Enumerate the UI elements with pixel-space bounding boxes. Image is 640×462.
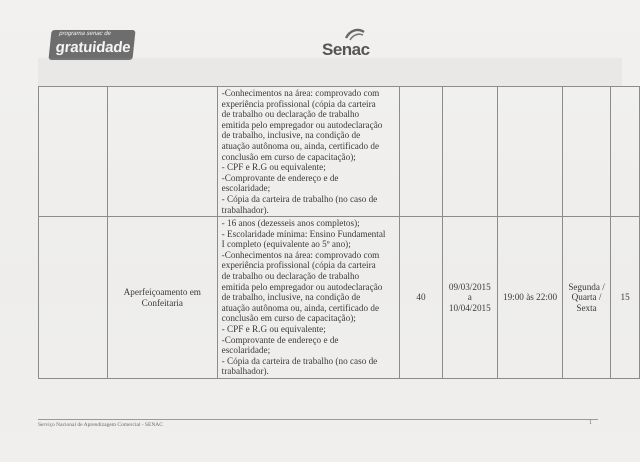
period-cell bbox=[442, 87, 498, 217]
empty-cell bbox=[39, 87, 108, 217]
bleed-through-header bbox=[38, 58, 622, 86]
requirement-line: - Escolaridade mínima: Ensino Fundamental bbox=[221, 228, 386, 239]
requirement-line: experiência profissional (cópia da carteira bbox=[221, 98, 376, 109]
footer-divider bbox=[38, 419, 598, 420]
vacancies-cell: 40 bbox=[400, 217, 442, 379]
days-cell bbox=[562, 217, 610, 379]
requirement-line: trabalhador). bbox=[221, 366, 269, 377]
requirement-line: - Cópia da carteira de trabalho (no caso de bbox=[221, 193, 378, 204]
requirement-line: de trabalho ou declaração de trabalho bbox=[221, 109, 360, 120]
requirements-cell bbox=[217, 87, 400, 217]
period-separator: a bbox=[467, 292, 472, 303]
requirement-line: escolaridade; bbox=[221, 183, 271, 194]
requirement-line: - 16 anos (dezesseis anos completos); bbox=[221, 218, 360, 228]
days-line: Sexta bbox=[576, 302, 597, 313]
empty-cell bbox=[39, 217, 108, 379]
requirements-cell bbox=[217, 217, 400, 379]
days-line: Quarta / bbox=[571, 292, 602, 303]
period-end: 10/04/2015 bbox=[448, 302, 491, 313]
requirement-line: trabalhador). bbox=[221, 204, 269, 215]
requirement-line: atuação autônoma ou, ainda, certificado de bbox=[221, 302, 380, 313]
vacancies-cell bbox=[400, 87, 442, 217]
course-cell: Aperfeiçoamento em Confeitaria bbox=[107, 217, 217, 379]
course-cell bbox=[107, 87, 217, 217]
requirement-line: escolaridade; bbox=[221, 345, 271, 356]
days-cell bbox=[562, 87, 610, 217]
program-title: gratuidade bbox=[54, 39, 132, 56]
workload-cell bbox=[611, 87, 640, 217]
days-line: Segunda / bbox=[568, 281, 605, 292]
requirement-line: -Comprovante de endereço e de bbox=[221, 334, 339, 345]
requirement-line: -Comprovante de endereço e de bbox=[221, 172, 339, 183]
time-cell: 19:00 às 22:00 bbox=[498, 217, 563, 379]
senac-wordmark: Senac bbox=[322, 40, 370, 59]
requirement-line: de trabalho, inclusive, na condição de bbox=[221, 130, 361, 141]
workload-cell: 15 bbox=[611, 217, 640, 379]
requirement-line: conclusão em curso de capacitação); bbox=[221, 313, 356, 324]
requirement-line: conclusão em curso de capacitação); bbox=[221, 151, 356, 162]
program-label: programa senac de bbox=[58, 31, 112, 37]
requirement-line: - Cópia da carteira de trabalho (no caso de bbox=[221, 355, 378, 366]
table-row bbox=[39, 87, 640, 217]
requirement-line: -Conhecimentos na área: comprovado com bbox=[221, 249, 380, 260]
requirement-line: de trabalho ou declaração de trabalho bbox=[221, 270, 360, 281]
requirement-line: emitida pelo empregador ou autodeclaração bbox=[221, 119, 383, 130]
course-table bbox=[38, 86, 640, 379]
page-number: 1 bbox=[589, 420, 592, 426]
requirement-line: atuação autônoma ou, ainda, certificado de bbox=[221, 140, 380, 151]
gratuidade-program-logo bbox=[48, 30, 135, 60]
requirement-line: I completo (equivalente ao 5º ano); bbox=[221, 239, 351, 250]
period-cell bbox=[442, 217, 498, 379]
requirement-line: de trabalho, inclusive, na condição de bbox=[221, 292, 361, 303]
requirement-line: experiência profissional (cópia da carteira bbox=[221, 260, 376, 271]
requirement-line: - CPF e R.G ou equivalente; bbox=[221, 323, 326, 334]
requirement-line: -Conhecimentos na área: comprovado com bbox=[221, 88, 380, 98]
footer-org: Serviço Nacional de Aprendizagem Comercial - SENAC bbox=[38, 422, 163, 428]
requirement-line: - CPF e R.G ou equivalente; bbox=[221, 162, 326, 173]
requirement-line: emitida pelo empregador ou autodeclaração bbox=[221, 281, 383, 292]
table-row bbox=[39, 217, 640, 379]
period-start: 09/03/2015 bbox=[448, 281, 491, 292]
time-cell bbox=[498, 87, 563, 217]
